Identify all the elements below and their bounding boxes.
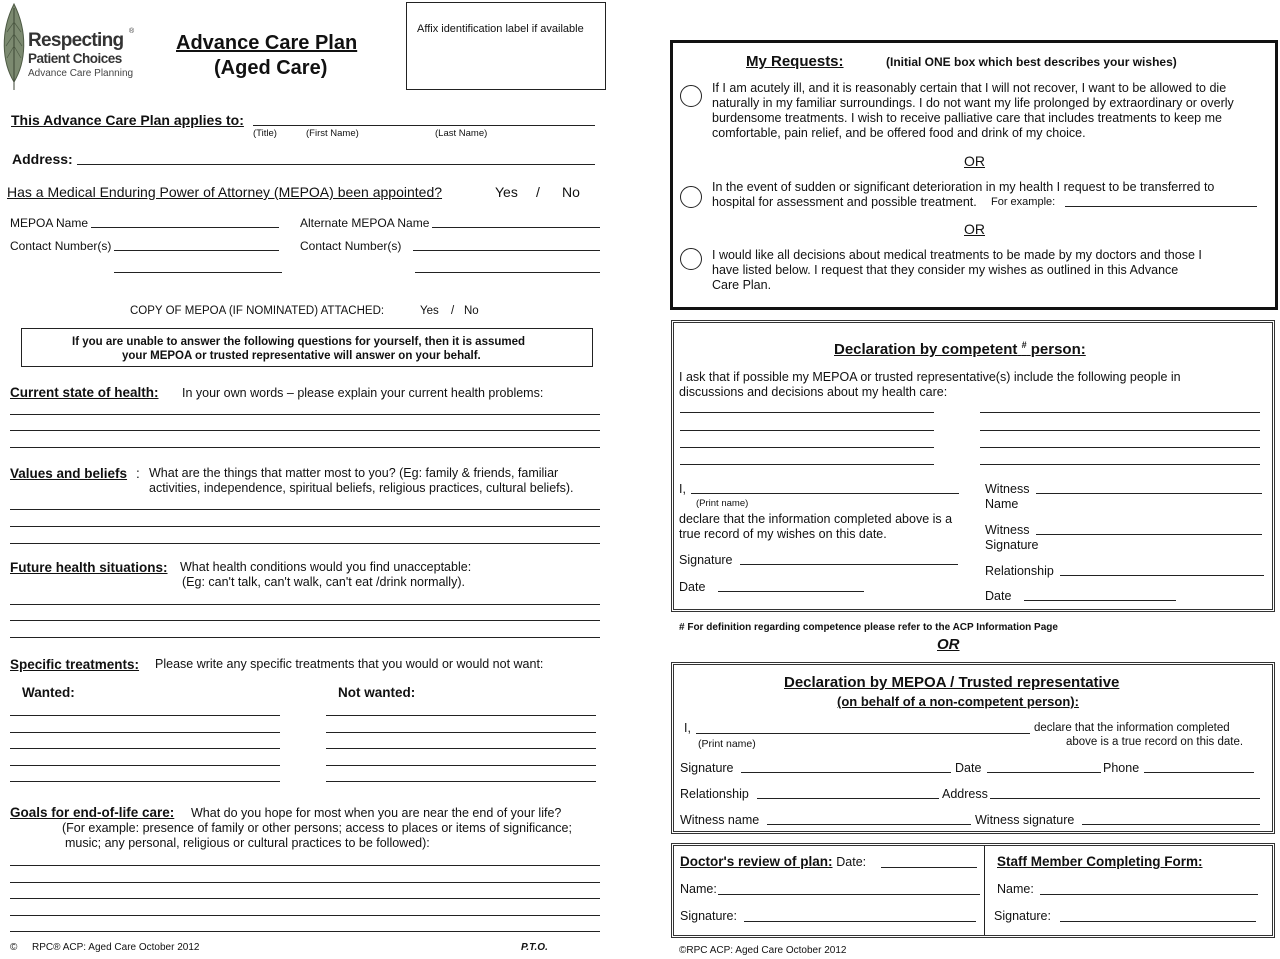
option1-text: If I am acutely ill, and it is reasonably certain that I will not recover, I want to be allowed to die naturally in my familiar surroundings. I do not want my life prolonged by extraordinary or overly burdensome treatments. I wish to receive palliative care that includes treatments to keep me comfortable, pain relief, and be offered food and drink of my choice. [712,81,1234,140]
values-text1: What are the things that matter most to you? (Eg: family & friends, familiar [149,466,559,480]
mepoa-relationship-line[interactable] [757,798,939,799]
copy-no[interactable]: No [464,305,479,317]
hash-mark: # [1021,340,1027,350]
contact-label: Contact Number(s) [10,239,112,253]
values-text2: activities, independence, spiritual beliefs, religious practices, cultural beliefs). [149,481,574,495]
doctor-date-label: Date: [836,855,867,869]
mepoa-address-line[interactable] [990,798,1260,799]
last-name-hint: (Last Name) [435,128,488,139]
review-box [671,843,1275,938]
definition-note: # For definition regarding competence please refer to the ACP Information Page [679,622,1058,633]
mepoa-decl-heading: Declaration by MEPOA / Trusted representative [784,674,1120,691]
mepoa-i-label: I, [684,721,691,735]
option3-checkbox[interactable] [680,248,702,270]
mepoa-relationship-label: Relationship [680,787,749,801]
copy-attached-label: COPY OF MEPOA (IF NOMINATED) ATTACHED: [130,305,385,317]
specific-text: Please write any specific treatments that you would or would not want: [155,657,544,671]
mepoa-phone-line[interactable] [1144,772,1254,773]
mepoa-question: Has a Medical Enduring Power of Attorney (MEPOA) been appointed? [7,184,443,200]
values-heading: Values and beliefs [10,466,128,481]
mepoa-slash: / [536,184,540,200]
pto-label: P.T.O. [521,942,548,953]
health-line[interactable] [10,414,600,415]
not-wanted-label: Not wanted: [338,685,416,700]
notice-line1: If you are unable to answer the following questions for yourself, then it is assumed [72,336,526,348]
values-line[interactable] [10,543,600,544]
date2-label: Date [985,589,1012,603]
future-heading: Future health situations: [10,560,168,575]
form-subtitle: (Aged Care) [214,57,328,79]
mepoa-witness-name-label: Witness name [680,813,760,827]
future-text2: (Eg: can't talk, can't walk, can't eat /drink normally). [182,575,465,589]
alt-mepoa-name-line[interactable] [432,227,600,228]
or-mid: OR [937,636,960,653]
id-label-box [406,2,606,90]
specific-heading: Specific treatments: [10,657,140,672]
or-1: OR [964,153,985,169]
date2-line[interactable] [1024,600,1176,601]
wanted-line[interactable] [10,748,280,749]
mepoa-declaration-box [671,662,1275,834]
witness-name-line[interactable] [1036,493,1262,494]
or-2: OR [964,221,985,237]
health-line[interactable] [10,430,600,431]
applies-to-label: This Advance Care Plan applies to: [11,112,244,128]
form-title: Advance Care Plan [176,32,358,54]
values-line[interactable] [10,526,600,527]
values-line[interactable] [10,509,600,510]
staff-heading: Staff Member Completing Form: [997,854,1203,869]
mepoa-yes[interactable]: Yes [495,184,518,200]
contact-line-2[interactable] [114,272,282,273]
competent-heading-text2: person: [1030,341,1086,358]
people-line[interactable] [680,447,934,448]
relationship-line[interactable] [1060,575,1264,576]
staff-signature-line[interactable] [1060,921,1256,922]
alt-contact-label: Contact Number(s) [300,239,402,253]
staff-name-line[interactable] [1040,894,1258,895]
notice-box [21,328,593,367]
mepoa-decl-subheading: (on behalf of a non-competent person): [837,694,1079,709]
mepoa-print-name-hint: (Print name) [698,738,756,750]
footer-copyright-symbol: © [10,942,18,953]
relationship-label: Relationship [985,564,1054,578]
option1-checkbox[interactable] [680,85,702,107]
doctor-name-label: Name: [680,882,717,896]
doctor-heading: Doctor's review of plan: [680,854,833,869]
alt-contact-line[interactable] [413,250,600,251]
copy-slash: / [451,305,455,317]
notice-line2: your MEPOA or trusted representative will answer on your behalf. [122,350,481,362]
goals-line[interactable] [10,931,600,932]
option2-text: In the event of sudden or significant deterioration in my health I request to be transferred to hospital for assessment and possible treatment. [712,180,1215,209]
footer-right: ©RPC ACP: Aged Care October 2012 [679,945,847,956]
copy-yes[interactable]: Yes [420,305,439,317]
doctor-date-line[interactable] [881,867,977,868]
mepoa-print-name-line[interactable] [696,733,1030,734]
goals-text2: (For example: presence of family or other persons; access to places or items of significance; [62,821,572,835]
mepoa-signature-label: Signature [680,761,734,775]
competent-intro: I ask that if possible my MEPOA or trusted representative(s) include the following people in discussions and decisions about my health care: [679,370,1181,399]
doctor-signature-label: Signature: [680,909,737,923]
wanted-line[interactable] [10,732,280,733]
mepoa-witness-name-line[interactable] [767,824,971,825]
health-line[interactable] [10,447,600,448]
logo-line1: Respecting [28,30,124,51]
doctor-signature-line[interactable] [744,921,976,922]
mepoa-declare1: declare that the information completed [1034,722,1230,734]
mepoa-date-line[interactable] [987,772,1101,773]
logo-line3: Advance Care Planning [28,68,134,79]
staff-name-label: Name: [997,882,1034,896]
people-line[interactable] [680,412,934,413]
not-wanted-line[interactable] [326,748,596,749]
witness-name-label1: Witness [985,482,1030,496]
logo-line2: Patient Choices [28,51,122,66]
review-divider [984,846,985,935]
health-text: In your own words – please explain your current health problems: [182,386,544,400]
mepoa-no[interactable]: No [562,184,580,200]
print-name-hint: (Print name) [696,498,749,509]
competent-declaration-box [671,320,1275,612]
staff-signature-label: Signature: [994,909,1051,923]
patient-name-line[interactable] [253,125,595,126]
address-line[interactable] [77,164,595,165]
not-wanted-line[interactable] [326,765,596,766]
goals-text1: What do you hope for most when you are near the end of your life? [191,806,562,820]
goals-line[interactable] [10,915,600,916]
mepoa-name-line[interactable] [91,227,279,228]
future-line[interactable] [10,604,600,605]
mepoa-declare2: above is a true record on this date. [1066,736,1244,748]
people-line[interactable] [680,430,934,431]
mepoa-name-label: MEPOA Name [10,216,89,230]
title-hint: (Title) [253,128,277,139]
doctor-row [680,854,866,869]
mepoa-address-label: Address [942,787,988,801]
goals-heading: Goals for end-of-life care: [10,805,175,820]
option2-example-label: For example: [991,196,1056,208]
my-requests-box [670,40,1278,310]
people-line[interactable] [680,464,934,465]
witness-sig-label1: Witness [985,523,1030,537]
people-line[interactable] [980,430,1260,431]
wanted-label: Wanted: [22,685,75,700]
date-line[interactable] [718,591,864,592]
goals-text3: music; any personal, religious or cultural practices to be followed): [65,836,430,850]
witness-name-label2: Name [985,497,1019,511]
doctor-name-line[interactable] [718,894,980,895]
people-line[interactable] [980,447,1260,448]
mepoa-witness-sig-label: Witness signature [975,813,1075,827]
print-name-line[interactable] [691,493,959,494]
mepoa-date-label: Date [955,761,982,775]
witness-sig-line[interactable] [1036,534,1262,535]
requests-heading: My Requests: [746,53,844,70]
id-label-text: Affix identification label if available [417,23,584,35]
signature-label: Signature [679,553,733,567]
future-text1: What health conditions would you find unacceptable: [180,560,472,574]
future-line[interactable] [10,620,600,621]
option2-checkbox[interactable] [680,186,702,208]
alt-contact-line-2[interactable] [415,272,600,273]
declare-text: declare that the information completed above is a true record of my wishes on this date. [679,512,953,541]
not-wanted-line[interactable] [326,715,596,716]
health-heading: Current state of health: [10,385,159,400]
alt-mepoa-name-label: Alternate MEPOA Name [300,216,430,230]
wanted-line[interactable] [10,765,280,766]
competent-heading-text: Declaration by competent [834,341,1018,358]
competent-heading [834,340,1086,358]
mepoa-phone-label: Phone [1103,761,1140,775]
people-line[interactable] [980,464,1260,465]
values-colon: : [136,466,140,481]
date-label: Date [679,580,706,594]
option2-example-line[interactable] [1065,206,1257,207]
witness-sig-label2: Signature [985,538,1039,552]
logo-registered: ® [129,28,135,35]
wanted-line[interactable] [10,781,280,782]
leaf-icon [2,2,26,92]
first-name-hint: (First Name) [306,128,359,139]
goals-line[interactable] [10,882,600,883]
not-wanted-line[interactable] [326,781,596,782]
signature-line[interactable] [740,564,958,565]
goals-line[interactable] [10,865,600,866]
option3-text: I would like all decisions about medical treatments to be made by my doctors and those I have listed below. I request that they consider my wishes as outlined in this Advance Care Plan. [712,248,1202,292]
goals-line[interactable] [10,898,600,899]
contact-line[interactable] [114,250,279,251]
wanted-line[interactable] [10,715,280,716]
footer-left-text: RPC® ACP: Aged Care October 2012 [32,942,200,953]
people-line[interactable] [980,412,1260,413]
not-wanted-line[interactable] [326,732,596,733]
i-label: I, [679,482,686,496]
mepoa-witness-sig-line[interactable] [1082,824,1260,825]
address-label: Address: [12,151,73,167]
future-line[interactable] [10,637,600,638]
mepoa-signature-line[interactable] [741,772,951,773]
requests-instruction: (Initial ONE box which best describes your wishes) [886,55,1177,69]
